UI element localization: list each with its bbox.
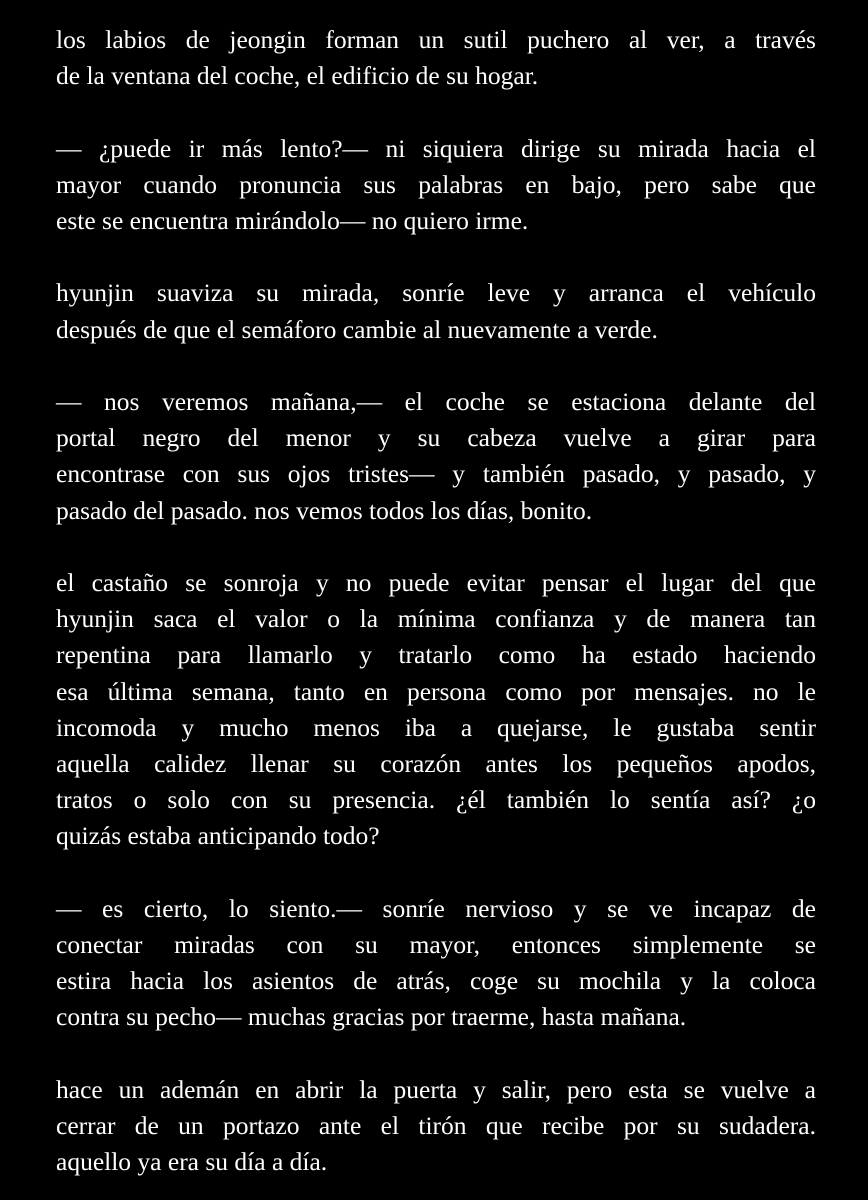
- paragraph-5: [56, 565, 816, 855]
- text-line: aquello ya era su día a día.: [56, 1147, 328, 1177]
- text-line: incomoda y mucho menos iba a quejarse, le gustaba sentir: [56, 712, 816, 742]
- paragraph-3: [56, 275, 816, 347]
- text-line: repentina para llamarlo y tratarlo como ha estado haciendo: [56, 640, 816, 670]
- paragraph-4: [56, 384, 816, 529]
- text-line: estira hacia los asientos de atrás, coge su mochila y la coloca: [56, 966, 816, 996]
- text-line: pasado del pasado. nos vemos todos los días, bonito.: [56, 495, 593, 525]
- text-line: — es cierto, lo siento.— sonríe nervioso y se ve incapaz de: [56, 893, 816, 923]
- text-line: tratos o solo con su presencia. ¿él también lo sentía así? ¿o: [56, 785, 816, 815]
- story-text: [56, 22, 816, 1180]
- text-line: portal negro del menor y su cabeza vuelve a girar para: [56, 423, 816, 453]
- text-line: esa última semana, tanto en persona como por mensajes. no le: [56, 676, 816, 706]
- text-line: conectar miradas con su mayor, entonces simplemente se: [56, 930, 816, 959]
- text-line: hace un ademán en abrir la puerta y salir, pero esta se vuelve a: [56, 1074, 816, 1104]
- text-line: — ¿puede ir más lento?— ni siquiera dirige su mirada hacia el: [56, 133, 816, 163]
- text-line: — nos veremos mañana,— el coche se estaciona delante del: [56, 386, 816, 416]
- text-line: encontrase con sus ojos tristes— y también pasado, y pasado, y: [56, 459, 816, 489]
- paragraph-7: [56, 1072, 816, 1181]
- text-line: mayor cuando pronuncia sus palabras en bajo, pero sabe que: [56, 169, 816, 199]
- text-line: después de que el semáforo cambie al nuevamente a verde.: [56, 314, 658, 344]
- text-line: hyunjin suaviza su mirada, sonríe leve y arranca el vehículo: [56, 278, 816, 308]
- text-line: este se encuentra mirándolo— no quiero irme.: [56, 206, 529, 235]
- text-line: hyunjin saca el valor o la mínima confianza y de manera tan: [56, 604, 816, 634]
- text-line: de la ventana del coche, el edificio de su hogar.: [56, 61, 539, 91]
- paragraph-1: [56, 22, 816, 94]
- text-line: quizás estaba anticipando todo?: [56, 821, 380, 851]
- paragraph-6: [56, 891, 816, 1036]
- text-line: el castaño se sonroja y no puede evitar pensar el lugar del que: [56, 567, 816, 597]
- text-line: contra su pecho— muchas gracias por traerme, hasta mañana.: [56, 1002, 687, 1032]
- text-line: aquella calidez llenar su corazón antes los pequeños apodos,: [56, 749, 816, 778]
- text-line: cerrar de un portazo ante el tirón que recibe por su sudadera.: [56, 1111, 816, 1140]
- text-line: los labios de jeongin forman un sutil puchero al ver, a través: [56, 25, 816, 54]
- paragraph-2: [56, 131, 816, 240]
